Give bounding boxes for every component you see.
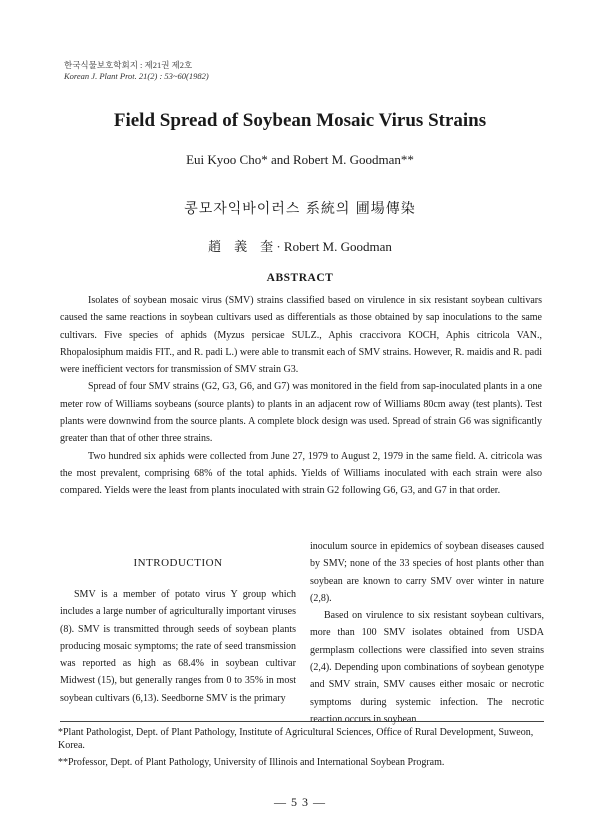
- journal-english-line: Korean J. Plant Prot. 21(2) : 53~60(1982): [64, 71, 209, 81]
- introduction-right-paragraph-2: Based on virulence to six resistant soybean cultivars, more than 100 SMV isolates obtained from USDA germplasm collections were classified into seven strains (2,4). Depending upon combinations of soybean genotype and SMV strain, SMV causes either mosaic or necrotic symptoms during systemic infection. The necrotic reaction occurs in soybean: [310, 610, 544, 725]
- abstract-paragraph-1: Isolates of soybean mosaic virus (SMV) strains classified based on virulence in six resistant soybean cultivars caused the same reactions in soybean cultivars used as differentials as those obtained by sap inoculations to the same cultivars. Five species of aphids (Myzus persicae SULZ., Aphis craccivora KOCH, Aphis citricola VAN., Rhopalosiphum maidis FIT., and R. padi L.) were able to transmit each of SMV strains. However, R. maidis and R. padi were inefficient vectors for transmission of SMV strain G3.: [60, 295, 542, 376]
- page-number: — 5 3 —: [274, 795, 326, 809]
- introduction-right-column: [310, 538, 544, 728]
- abstract-body: [60, 292, 542, 500]
- korean-title: 콩모자익바이러스 系統의 圃場傳染: [184, 201, 416, 217]
- paper-authors: Eui Kyoo Cho* and Robert M. Goodman**: [186, 152, 414, 167]
- footnote-2: **Professor, Dept. of Plant Pathology, University of Illinois and International Soybean Program.: [58, 757, 445, 768]
- introduction-heading: INTRODUCTION: [133, 557, 223, 569]
- abstract-paragraph-2: Spread of four SMV strains (G2, G3, G6, and G7) was monitored in the field from sap-inoculated plants in a one meter row of Williams soybeans (source plants) to plants in an adjacent row of Williams 80cm away (test plants). Test plants were downwind from the source plants. A complete block design was used. Spread of strain G6 was significantly greater than that of other three strains.: [60, 381, 542, 445]
- paper-title: Field Spread of Soybean Mosaic Virus Strains: [113, 110, 487, 131]
- footnote-1: *Plant Pathologist, Dept. of Plant Pathology, Institute of Agricultural Sciences, Office of Rural Development, Suweon, Korea.: [58, 727, 534, 751]
- footnote-divider: [60, 721, 544, 722]
- abstract-paragraph-3: Two hundred six aphids were collected from June 27, 1979 to August 2, 1979 in the same field. A. citricola was the most prevalent, comprising 68% of the total aphids. Yields of Williams inoculated with each strain were also compared. Yields were the least from plants inoculated with strain G2 following G6, G3, and G7 in that order.: [60, 450, 542, 497]
- korean-authors: 趙 義 奎 · Robert M. Goodman: [208, 239, 392, 254]
- introduction-left-column: [60, 586, 296, 707]
- abstract-heading: ABSTRACT: [266, 272, 334, 284]
- introduction-right-paragraph-1: inoculum source in epidemics of soybean diseases caused by SMV; none of the 33 species of host plants other than soybean are known to carry SMV over winter in nature (2,8).: [310, 541, 544, 604]
- journal-citation: [64, 60, 209, 82]
- journal-korean-line: 한국식물보호학회지 : 제21권 제2호: [64, 60, 193, 70]
- introduction-left-paragraph: SMV is a member of potato virus Y group which includes a large number of agriculturally important viruses (8). SMV is transmitted through seeds of soybean plants producing mosaic symptoms; the rate of seed transmission was reported as high as 68.4% in soybean cultivar Midwest (15), but generally ranges from 0 to 35% in most soybean cultivars (6,13). Seedborne SMV is the primary: [60, 589, 296, 704]
